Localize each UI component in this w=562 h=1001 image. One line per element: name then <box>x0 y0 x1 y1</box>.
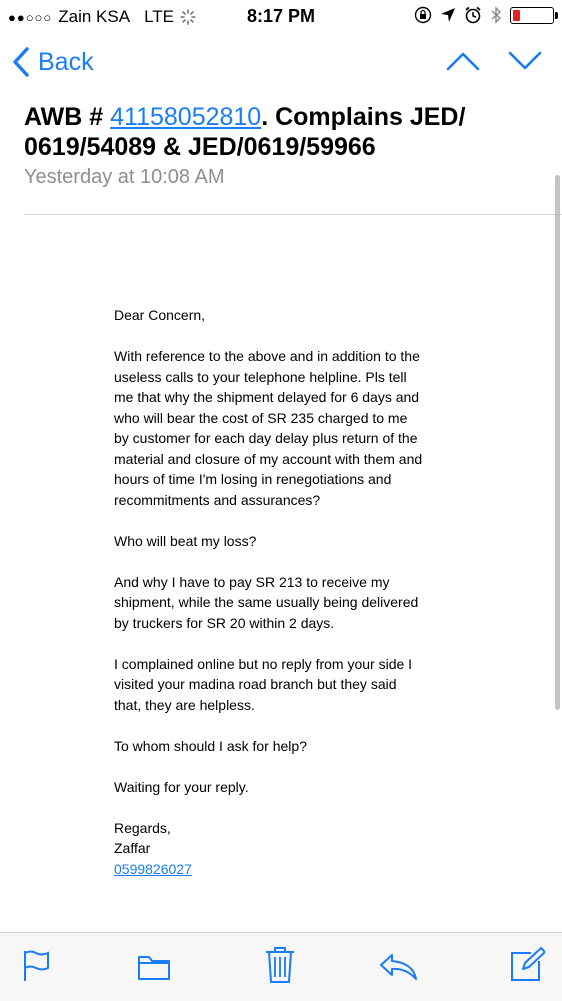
battery-icon <box>510 7 554 24</box>
body-paragraph: To whom should I ask for help? <box>114 737 307 754</box>
greeting: Dear Concern, <box>114 307 206 323</box>
back-button[interactable] <box>12 46 94 78</box>
flag-icon[interactable] <box>22 949 50 983</box>
status-time: 8:17 PM <box>246 6 316 26</box>
chevron-left-icon <box>12 46 30 78</box>
body-paragraph: Waiting for your reply. <box>114 778 249 795</box>
compose-icon[interactable] <box>509 947 545 983</box>
alarm-icon <box>464 6 482 24</box>
awb-number-link[interactable]: 41158052810 <box>110 103 262 131</box>
bottom-toolbar <box>0 932 562 1001</box>
location-icon <box>440 7 456 23</box>
back-label: Back <box>38 47 94 76</box>
signoff: Regards, <box>114 819 171 836</box>
header-divider <box>24 214 562 215</box>
body-paragraph: With reference to the above and in addition to the useless calls to your telephone helpline. Pls tell me that why the shipment delayed for 6 days and who will bear the cost of SR 235 charged to me by customer for each day delay plus return of the material and closure of my account with them and hours of time I'm losing in renegotiations and recommitments and assurances? <box>114 348 423 508</box>
bluetooth-icon <box>490 6 502 24</box>
signer-name: Zaffar <box>114 840 151 856</box>
email-subject: AWB # 41158052810. Complains JED/ 0619/54089 & JED/0619/59966 <box>24 103 466 161</box>
nav-bar <box>0 34 562 94</box>
body-paragraph: And why I have to pay SR 213 to receive my shipment, while the same usually being delivered by truckers for SR 20 within 2 days. <box>114 573 419 631</box>
body-paragraph: I complained online but no reply from your side I visited your madina road branch but they said that, they are helpless. <box>114 655 413 713</box>
previous-message-button[interactable] <box>446 50 480 72</box>
scrollbar[interactable] <box>555 175 560 710</box>
battery-level <box>513 10 520 21</box>
orientation-lock-icon <box>414 6 432 24</box>
network-type: LTE <box>144 7 174 26</box>
email-date: Yesterday at 10:08 AM <box>24 166 225 188</box>
signal-strength-icon: ●●○○○ <box>8 9 53 25</box>
status-bar <box>0 0 562 34</box>
folder-icon[interactable] <box>137 953 171 981</box>
body-paragraph: Who will beat my loss? <box>114 532 257 549</box>
phone-link[interactable]: 0599826027 <box>114 860 192 877</box>
trash-icon[interactable] <box>265 945 295 985</box>
carrier-name: Zain KSA <box>58 7 131 26</box>
email-body <box>114 305 424 879</box>
next-message-button[interactable] <box>508 50 542 72</box>
signature <box>114 818 424 880</box>
reply-icon[interactable] <box>378 951 420 983</box>
